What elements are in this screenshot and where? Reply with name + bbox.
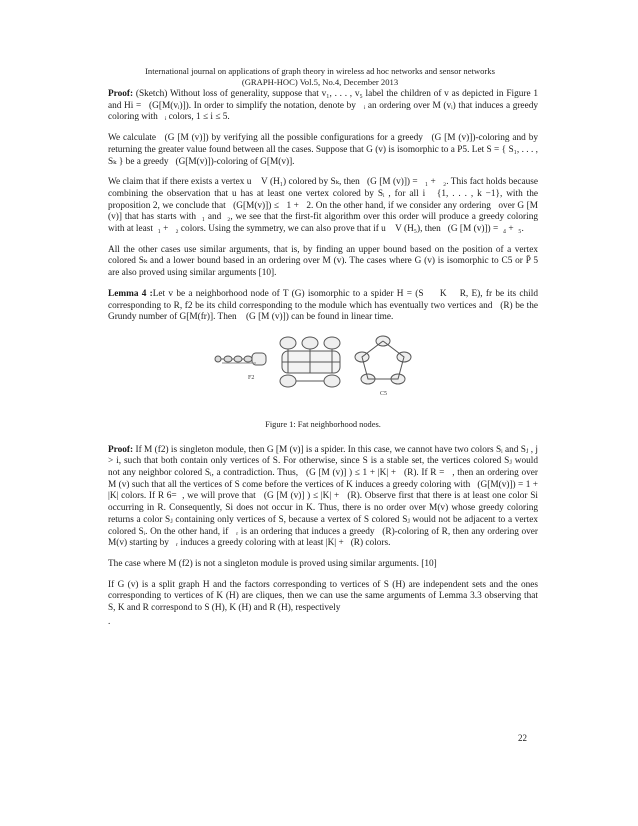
header-line-1: International journal on applications of graph theory in wireless ad hoc networks and sensor networks [145,66,495,76]
figure-1 [108,333,538,413]
path-graph-drawing [215,353,266,365]
paragraph-text: (Sketch) Without loss of generality, suppose that v₁, . . . , v₅ label the children of v as depicted in Figure 1 and Hi = (G[M(vᵢ)]). In order to simplify the notation, denote by ᵢ an ordering over M (vᵢ) that induces a greedy coloring with ᵢ colors, 1 ≤ i ≤ 5. [108,89,538,123]
paragraph-period: . [108,616,111,627]
spider-graph-drawing [280,337,340,387]
figure-label-left: F2 [248,374,255,381]
paragraph-text: If M (f2) is singleton module, then G [M (v)] is a spider. In this case, we cannot have two colors Sᵢ and Sⱼ , j > i, such that both contain only vertices of S. For otherwise, since S is a stable set, the vertices colored Sⱼ would not any neighbor colored Sᵢ, a contradiction. Thus, (G [M (v)] ) ≤ 1 + |K| + (R). If R = , then an ordering over M (v) such that all the vertices of S come before the vertices of K induces a greedy coloring with (G[M(v)]) = 1 + |K| colors. If R 6= , we will prove that (G [M (v)] ) ≤ |K| + (R). Observe first that there is at least one color Si occurring in R. Consequently, Si does not occur in K. Thus, there is no order over M(v) whose greedy coloring returns a color Sⱼ containing only vertices of S, because a vertex of S colored Sⱼ would not be adjacent to a vertex colored Sᵢ. On the other hand, if ᵣ is an ordering that induces a greedy (R)-coloring of R, then any ordering over M(v) starting by ᵣ induces a greedy coloring with at least |K| + (R) colors. [108,444,538,549]
figure-caption: Figure 1: Fat neighborhood nodes. [265,419,381,429]
figure-label-right: C5 [380,390,388,397]
paragraph-split-graph: If G (v) is a split graph H and the factors corresponding to vertices of S (H) are independent sets and the ones corresponding to vertices of K (H) are cliques, then we can use the same arguments of Lemma 3.3 observing that S, K and R correspond to S (H), K (H) and R (H), respectively [108,579,538,614]
paragraph-lemma-4 [108,289,538,324]
paragraph-calculate: We calculate (G [M (v)]) by verifying all the possible configurations for a greedy (G [M (v)])-coloring and by returning the greater value found between all the cases. Suppose that G (v) is isomorphic to a P5. Let S = { S₁, . . . , Sₖ } be a greedy (G[M(v)])-coloring of G[M(v)]. [108,133,538,167]
page-number: 22 [518,733,527,743]
paragraph-not-singleton: The case where M (f2) is not a singleton module is proved using similar arguments. [10] [108,558,437,569]
paragraph-text: Let v be a neighborhood node of T (G) isomorphic to a spider H = (S K R, E), fr be its child corresponding to R, f2 be its child corresponding to the module which has eventually two vertices and (R) be the Grundy number of G[M(fr)]. Then (G [M (v)]) can be found in linear time. [108,288,538,323]
body-text [108,89,538,638]
header-line-2: (GRAPH-HOC) Vol.5, No.4, December 2013 [241,77,399,87]
paragraph-claim: We claim that if there exists a vertex u V (H₁) colored by Sₖ, then (G [M (v)]) = ₁ + ₂. This fact holds because combining the observation that u has at least one vertex colored by Sᵢ , for all i {1, . . . , k −1}, with the proposition 2, we conclude that (G[M(v)]) ≤ 1 + 2. On the other hand, if we consider any ordering over G [M (v)] that has starts with ₁ and ₂, we see that the first-fit algorithm over this order will produce a greedy coloring with at least ₁ + ₂ colors. Using the symmetry, we can also prove that if u V (H₅), then (G [M (v)]) = ₄ + ₅. [108,177,538,235]
journal-header [100,66,540,88]
paragraph-other-cases: All the other cases use similar arguments, that is, by finding an upper bound based on the position of a vertex colored Sₖ and a lower bound based in an ordering over M (v). The cases where G (v) is isomorphic to C5 or P̄ 5 are also proved using similar arguments [10]. [108,244,538,279]
proof-label: Proof: [108,444,134,455]
proof-label: Proof: [108,89,134,99]
c5-graph-drawing [355,336,411,384]
paragraph-proof-lemma [108,445,538,550]
lemma-label: Lemma 4 : [108,288,153,299]
fat-neighborhood-nodes-figure [212,333,412,413]
paragraph-proof-sketch [108,89,538,124]
